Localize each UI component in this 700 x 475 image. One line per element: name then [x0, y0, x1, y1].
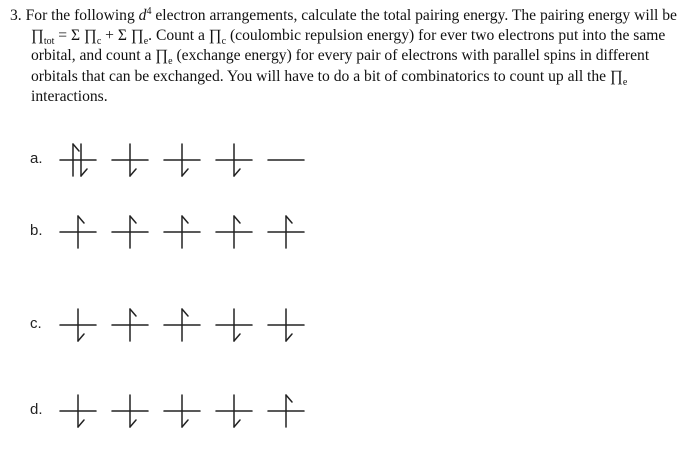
problem-number: 3. — [10, 7, 22, 24]
orbital-diagram — [60, 140, 330, 180]
arrangement-a — [30, 140, 330, 180]
arrangement-label: d. — [30, 401, 43, 418]
problem-text: 3. For the following $d^4$ electron arrangements, calculate the total pairing energy. The pairing energy will be $\prod_{tot} = \Sigma$ $\prod_c + \Sigma$ $\prod_e$. Count a $\prod_c$ (coulombic repulsion energy) for ever two electrons put into the same orbital, and count a $\prod_e$ (exchange energy) for every pair of electrons with parallel spins in different orbitals that can be exchanged. You will have to do a bit of combinatorics to count up all the $\prod_e$ interactions. — [10, 5, 677, 105]
d-power: 4 — [146, 5, 152, 17]
arrangement-c — [30, 305, 330, 345]
arrangement-d — [30, 391, 330, 431]
pi-symbol: ∏ — [208, 27, 222, 45]
orbital-diagram — [60, 391, 330, 431]
arrangement-label: b. — [30, 222, 43, 239]
arrangement-label: c. — [30, 315, 42, 332]
orbital-diagram — [60, 305, 330, 345]
pi-symbol: ∏ — [130, 27, 144, 45]
arrangement-label: a. — [30, 150, 43, 167]
orbital-diagram — [60, 212, 330, 252]
pi-symbol: ∏ — [83, 27, 97, 45]
problem-statement — [10, 6, 692, 107]
d-orbital-symbol: d — [138, 7, 147, 24]
pi-symbol: ∏ — [31, 27, 44, 45]
pi-symbol: ∏ — [155, 47, 169, 65]
pi-symbol: ∏ — [610, 67, 623, 85]
arrangement-b — [30, 212, 330, 252]
